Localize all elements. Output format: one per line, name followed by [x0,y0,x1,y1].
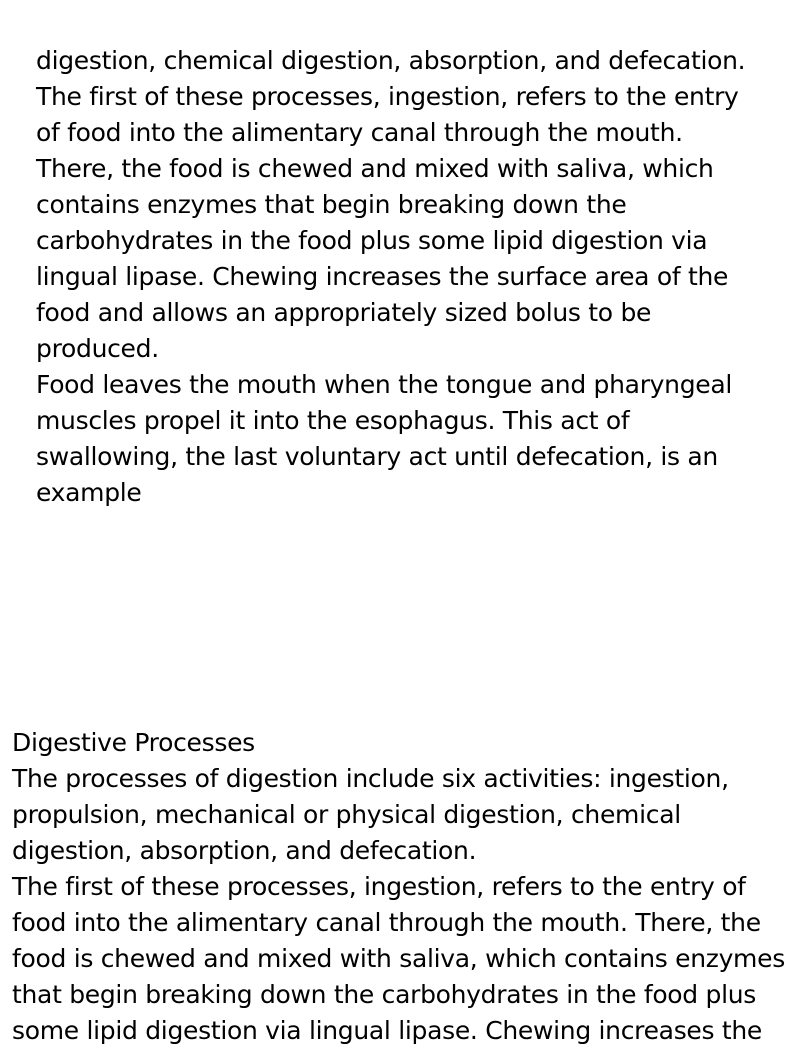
text-line: lingual lipase. Chewing increases the surface area of the [36,262,729,291]
text-line: Food leaves the mouth when the tongue and pharyngeal [36,370,733,399]
text-line: carbohydrates in the food plus some lipid digestion via [36,226,708,255]
text-line: swallowing, the last voluntary act until defecation, is an [36,442,718,471]
text-line: The processes of digestion include six activities: ingestion, [12,764,729,793]
text-line-clipped: some lipid digestion via lingual lipase. Chewing increases the [12,1016,763,1045]
text-line: produced. [36,334,159,363]
text-line: food and allows an appropriately sized bolus to be [36,298,652,327]
text-line: food is chewed and mixed with saliva, which contains enzymes [12,944,785,973]
text-block-digestive-processes [12,725,785,1045]
text-line: digestion, absorption, and defecation. [12,836,477,865]
text-line: muscles propel it into the esophagus. This act of [36,406,630,435]
text-line: The first of these processes, ingestion, refers to the entry of [12,872,746,901]
text-line: contains enzymes that begin breaking down the [36,190,627,219]
text-block-continued [36,43,756,511]
text-line: propulsion, mechanical or physical digestion, chemical [12,800,681,829]
text-line: There, the food is chewed and mixed with saliva, which [36,154,714,183]
text-line: that begin breaking down the carbohydrates in the food plus [12,980,757,1009]
text-line: of food into the alimentary canal through the mouth. [36,118,683,147]
text-line: digestion, chemical digestion, absorption, and defecation. [36,46,746,75]
text-line: The first of these processes, ingestion, refers to the entry [36,82,739,111]
text-line: example [36,478,142,507]
section-heading: Digestive Processes [12,728,255,757]
text-line: food into the alimentary canal through the mouth. There, the [12,908,761,937]
